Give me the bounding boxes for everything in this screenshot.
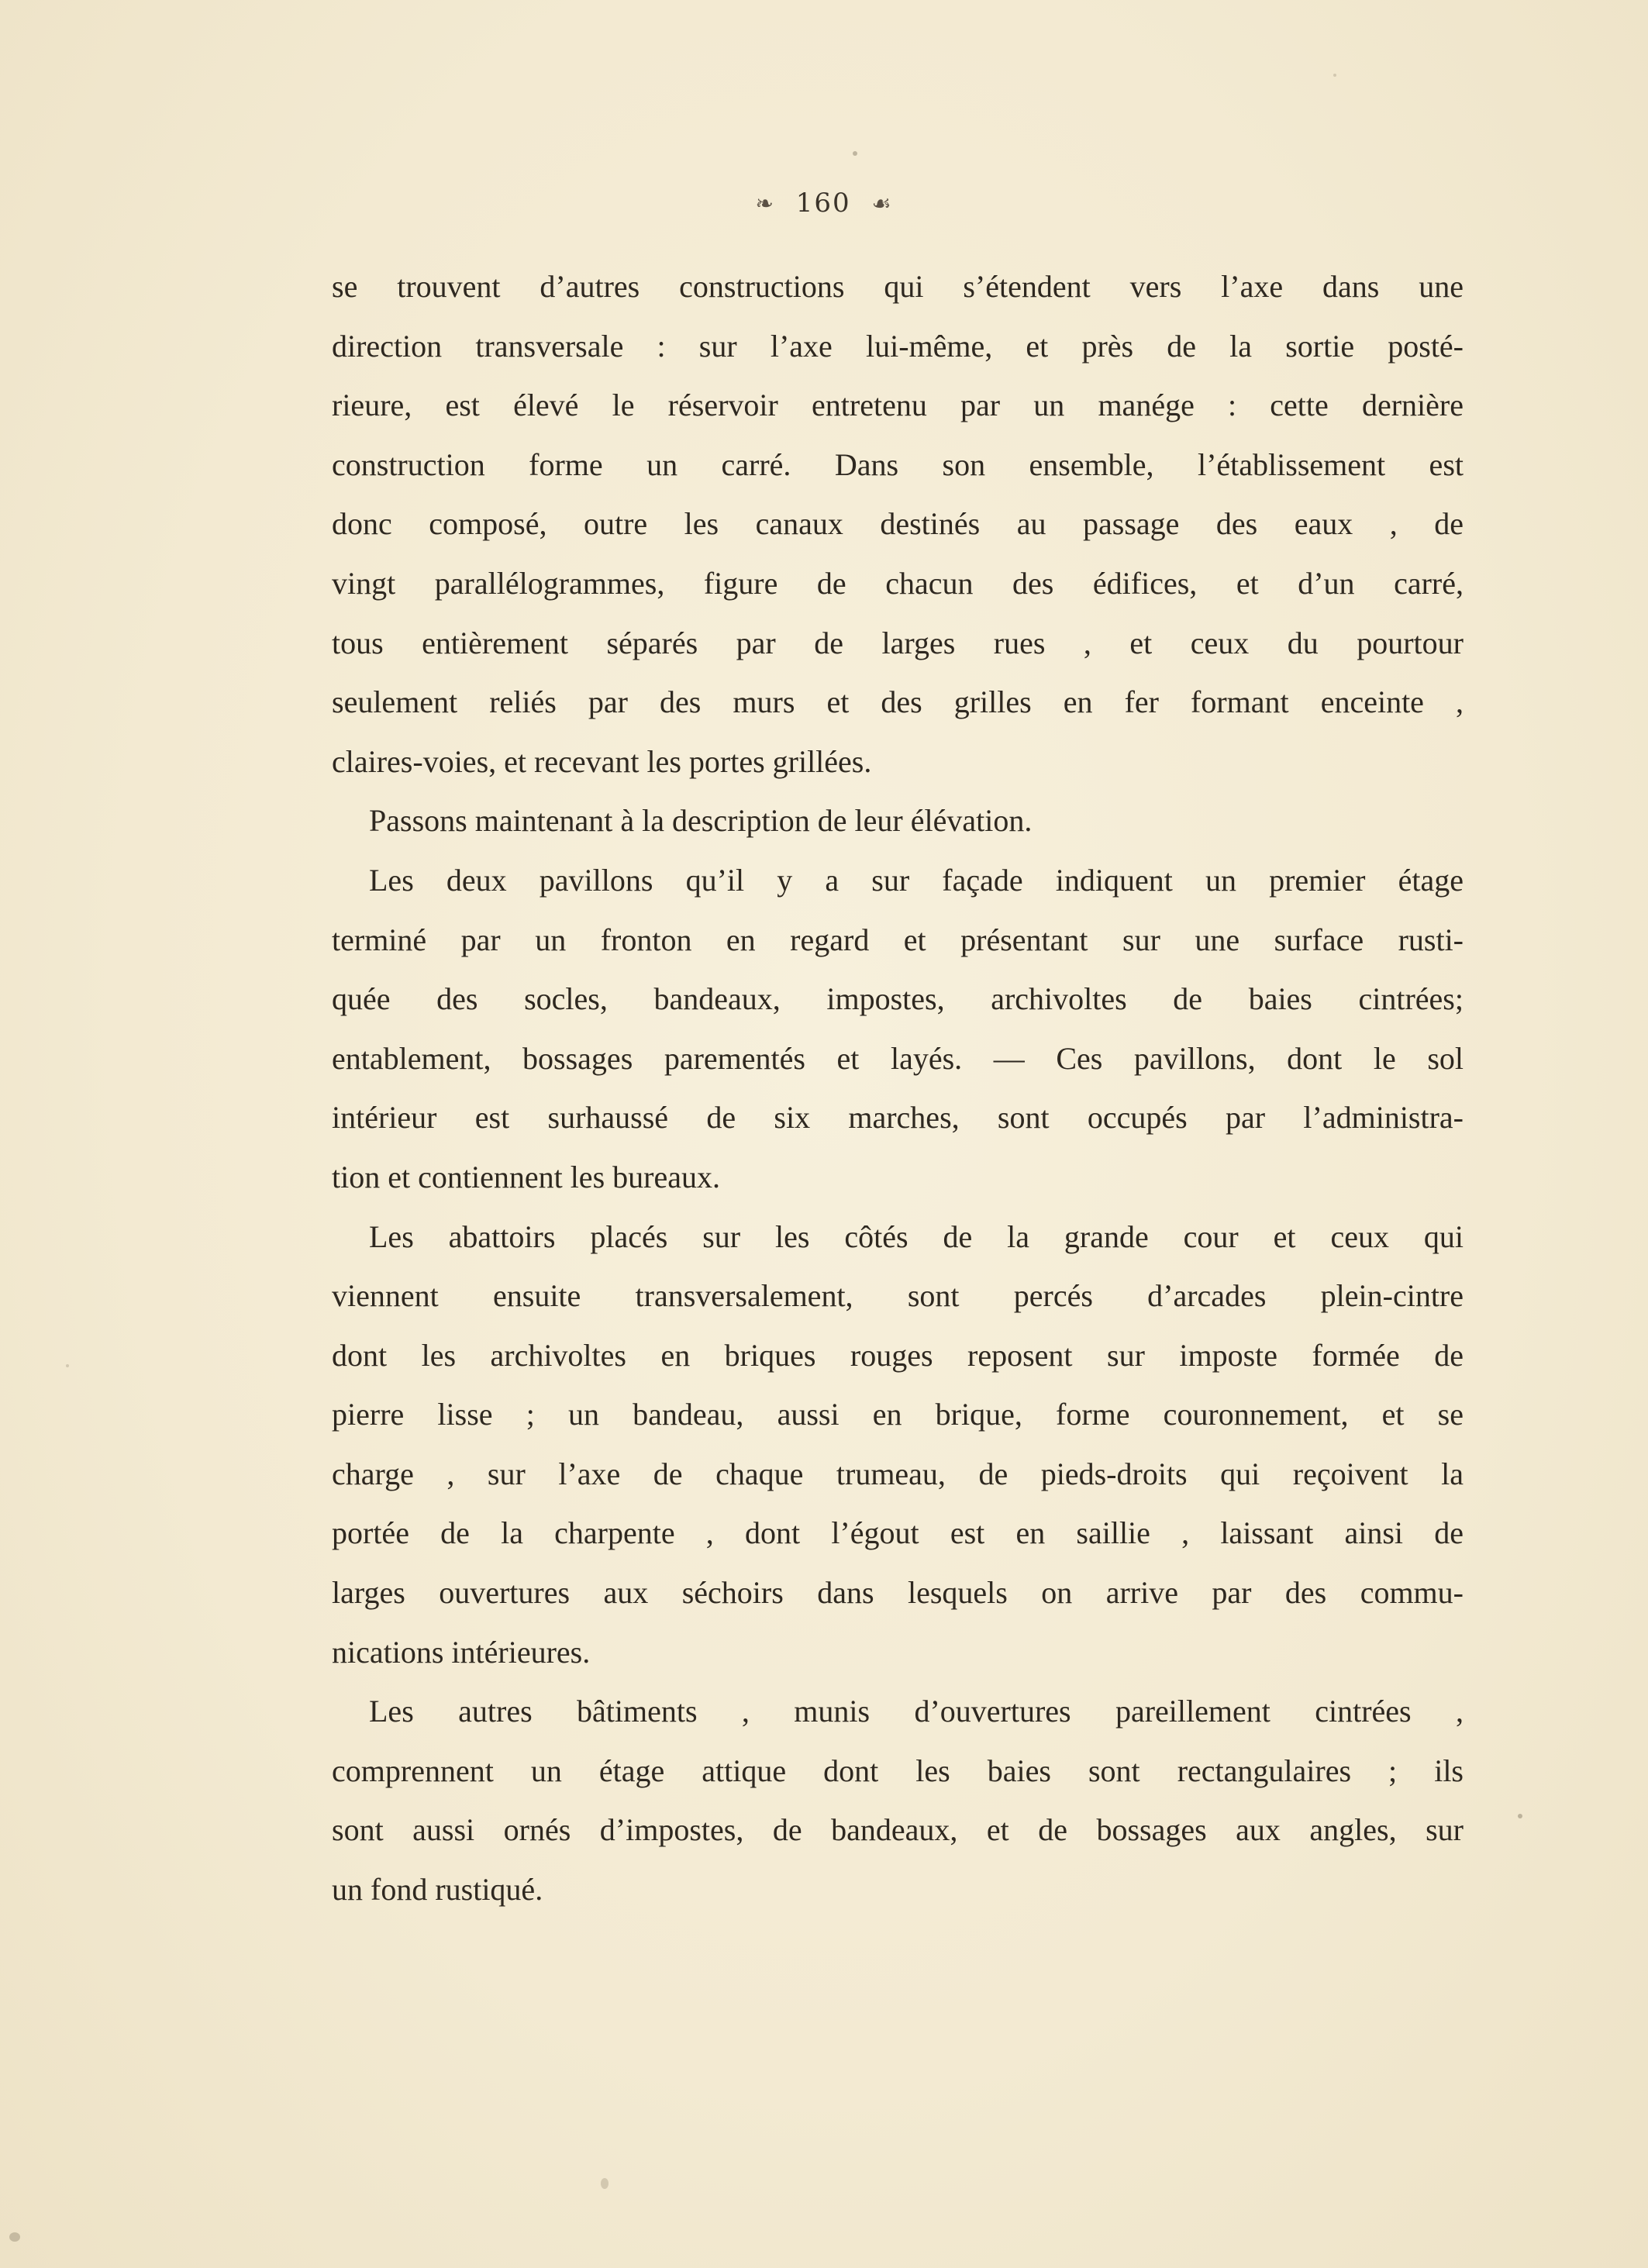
paper-speck (9, 2232, 20, 2242)
text-line: dont les archivoltes en briques rouges reposent sur imposte formée de (332, 1337, 1464, 1373)
text-line: direction transversale : sur l’axe lui-même, et près de la sortie posté- (332, 328, 1464, 364)
right-ornament-icon: ☙ (871, 190, 893, 216)
page-header (0, 186, 1648, 219)
paragraph-5 (332, 1682, 1464, 1919)
paper-speck (66, 1364, 69, 1367)
text-line: Les abattoirs placés sur les côtés de la grande cour et ceux qui (369, 1218, 1464, 1254)
text-line: tion et contiennent les bureaux. (332, 1159, 720, 1194)
text-line: nications intérieures. (332, 1634, 591, 1670)
text-line: entablement, bossages parementés et layés. — Ces pavillons, dont le sol (332, 1040, 1464, 1076)
text-line: intérieur est surhaussé de six marches, sont occupés par l’administra- (332, 1100, 1464, 1136)
body-text (332, 257, 1464, 1920)
paragraph-4 (332, 1208, 1464, 1683)
text-line: un fond rustiqué. (332, 1872, 543, 1908)
text-line: claires-voies, et recevant les portes grillées. (332, 743, 872, 779)
text-line: construction forme un carré. Dans son ensemble, l’établissement est (332, 446, 1464, 482)
paper-speck (601, 2178, 609, 2189)
paragraph-1 (332, 257, 1464, 791)
text-line: Passons maintenant à la description de leur élévation. (369, 803, 1033, 839)
text-line: portée de la charpente , dont l’égout est en saillie , laissant ainsi de (332, 1515, 1464, 1551)
paper-speck (1518, 1814, 1522, 1818)
text-line: larges ouvertures aux séchoirs dans lesquels on arrive par des commu- (332, 1575, 1464, 1611)
text-line: se trouvent d’autres constructions qui s’étendent vers l’axe dans une (332, 269, 1464, 304)
text-line: viennent ensuite transversalement, sont percés d’arcades plein-cintre (332, 1278, 1464, 1314)
text-line: vingt parallélogrammes, figure de chacun des édifices, et d’un carré, (332, 565, 1464, 601)
paragraph-3 (332, 851, 1464, 1208)
text-line: Les autres bâtiments , munis d’ouvertures pareillement cintrées , (369, 1694, 1464, 1729)
text-line: pierre lisse ; un bandeau, aussi en brique, forme couronnement, et se (332, 1397, 1464, 1432)
page-number: 160 (795, 188, 851, 219)
paper-speck (853, 151, 857, 156)
text-line: donc composé, outre les canaux destinés au passage des eaux , de (332, 506, 1464, 542)
text-line: quée des socles, bandeaux, impostes, archivoltes de baies cintrées; (332, 981, 1464, 1017)
paragraph-2 (332, 791, 1464, 851)
text-line: sont aussi ornés d’impostes, de bandeaux, et de bossages aux angles, sur (332, 1812, 1464, 1848)
text-line: charge , sur l’axe de chaque trumeau, de pieds-droits qui reçoivent la (332, 1456, 1464, 1491)
text-line: seulement reliés par des murs et des grilles en fer formant enceinte , (332, 684, 1464, 720)
text-line: terminé par un fronton en regard et présentant sur une surface rusti- (332, 922, 1464, 957)
paper-speck (1333, 74, 1336, 77)
text-line: Les deux pavillons qu’il y a sur façade indiquent un premier étage (369, 862, 1464, 898)
left-ornament-icon: ❧ (755, 190, 775, 216)
text-line: rieure, est élevé le réservoir entretenu par un manége : cette dernière (332, 388, 1464, 423)
text-line: comprennent un étage attique dont les baies sont rectangulaires ; ils (332, 1753, 1464, 1788)
text-line: tous entièrement séparés par de larges rues , et ceux du pourtour (332, 625, 1464, 660)
